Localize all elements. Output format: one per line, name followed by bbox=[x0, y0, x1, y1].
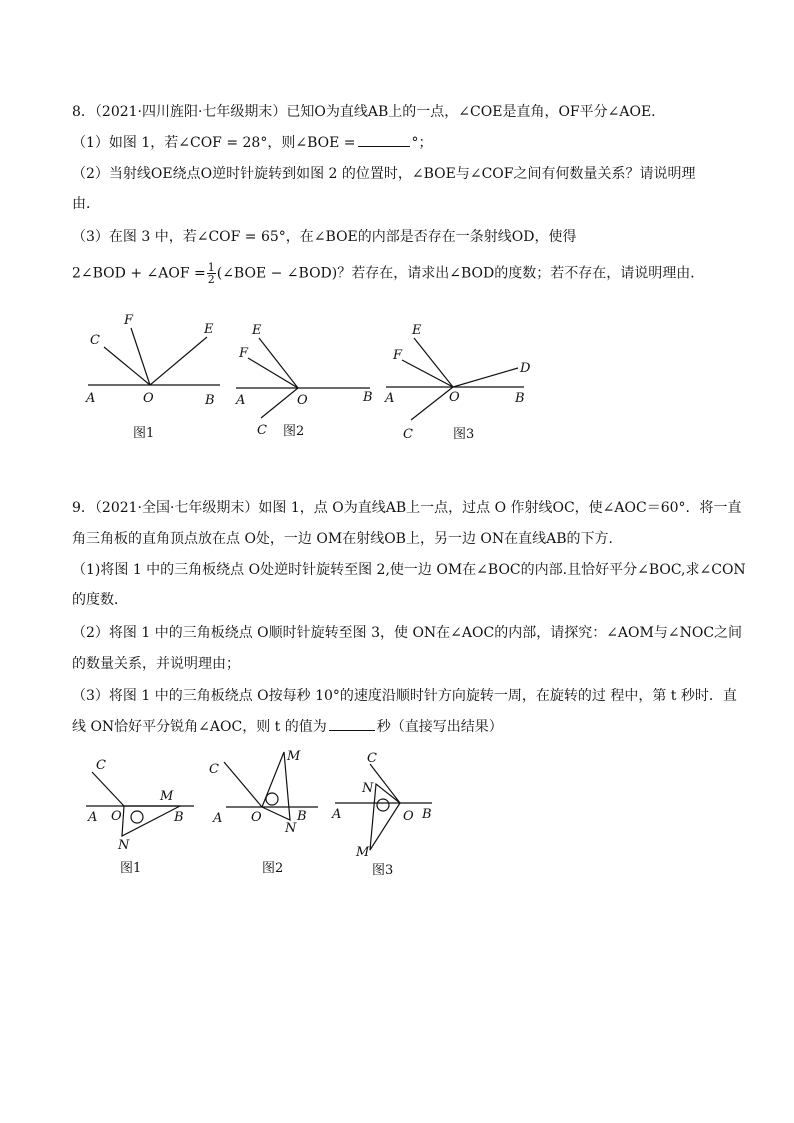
figure-caption: 图3 bbox=[453, 427, 475, 442]
q9-figure-2 bbox=[209, 749, 318, 876]
triangle-ruler bbox=[262, 752, 290, 820]
label-c: C bbox=[257, 423, 267, 438]
ray-oe bbox=[259, 338, 298, 388]
label-e: E bbox=[204, 322, 214, 337]
label-c: C bbox=[90, 333, 100, 348]
q8-figure-2 bbox=[235, 323, 373, 439]
label-c: C bbox=[96, 758, 106, 773]
label-o: O bbox=[143, 391, 154, 406]
ray-oe bbox=[414, 338, 453, 387]
ray-oe bbox=[150, 337, 207, 385]
label-m: M bbox=[356, 845, 370, 860]
label-d: D bbox=[520, 361, 531, 376]
triangle-hole bbox=[377, 799, 389, 811]
q8-eq-right: (∠BOE − ∠BOD)？若存在，请求出∠BOD的度数；若不存在，请说明理由． bbox=[216, 265, 705, 282]
triangle-ruler bbox=[370, 784, 400, 850]
label-f: F bbox=[393, 348, 403, 363]
q9-line-1: 9．（2021·全国·七年级期末）如图 1，点 O为直线AB上一点，过点 O 作射线OC，使∠AOC＝60°．将一直 bbox=[72, 500, 742, 516]
label-a: A bbox=[236, 393, 246, 408]
label-e: E bbox=[412, 323, 422, 338]
label-f: F bbox=[239, 346, 249, 361]
label-a: A bbox=[86, 391, 96, 406]
label-a: A bbox=[213, 811, 223, 826]
label-m: M bbox=[160, 789, 174, 804]
ray-oc bbox=[224, 762, 262, 807]
label-b: B bbox=[363, 390, 373, 405]
q8-figure-1 bbox=[85, 313, 220, 441]
label-b: B bbox=[422, 807, 432, 822]
q9-figure-1 bbox=[86, 758, 194, 876]
label-e: E bbox=[252, 323, 262, 338]
label-f: F bbox=[124, 313, 134, 328]
label-n: N bbox=[285, 821, 297, 836]
ray-of bbox=[248, 358, 298, 388]
q8-part-2: （2）当射线OE绕点O逆时针旋转到如图 2 的位置时，∠BOE与∠COF之间有何数量关系？请说明理 bbox=[72, 166, 696, 182]
q9-line-2: 角三角板的直角顶点放在点 O处，一边 OM在射线OB上，另一边 ON在直线AB的下方． bbox=[72, 531, 623, 547]
label-b: B bbox=[515, 391, 525, 406]
figure-caption: 图2 bbox=[283, 424, 305, 439]
ray-of bbox=[402, 360, 453, 387]
label-o: O bbox=[251, 810, 262, 825]
label-o: O bbox=[297, 393, 308, 408]
label-o: O bbox=[449, 390, 460, 405]
q8-part-3: （3）在图 3 中，若∠COF = 65°，在∠BOE的内部是否存在一条射线OD，使得 bbox=[72, 229, 577, 245]
label-a: A bbox=[332, 807, 342, 822]
label-b: B bbox=[174, 810, 184, 825]
ray-oc bbox=[411, 387, 453, 420]
figure-caption: 图1 bbox=[120, 861, 142, 876]
triangle-ruler bbox=[122, 806, 180, 836]
q9-part-3-text: 线 ON恰好平分锐角∠AOC，则 t 的值为 bbox=[72, 719, 327, 735]
ray-oc bbox=[261, 388, 298, 418]
q8-line-1: 8．（2021·四川旌阳·七年级期末）已知O为直线AB上的一点，∠COE是直角，OF平分∠AOE． bbox=[72, 104, 666, 120]
figure-caption: 图3 bbox=[372, 863, 394, 878]
figure-caption: 图2 bbox=[262, 861, 284, 876]
label-c: C bbox=[209, 762, 219, 777]
label-m: M bbox=[287, 749, 301, 764]
label-c: C bbox=[403, 427, 413, 442]
triangle-hole bbox=[131, 811, 143, 823]
label-b: B bbox=[297, 809, 307, 824]
label-n: N bbox=[362, 781, 374, 796]
q8-eq-left: 2∠BOD + ∠AOF = bbox=[72, 265, 206, 282]
triangle-hole bbox=[266, 793, 278, 805]
ray-od bbox=[453, 368, 518, 387]
q9-part-3: （3）将图 1 中的三角板绕点 O按每秒 10°的速度沿顺时针方向旋转一周，在旋转的过 程中，第 t 秒时．直 bbox=[72, 688, 737, 704]
label-a: A bbox=[88, 810, 98, 825]
q8-figure-3 bbox=[384, 323, 531, 442]
q9-part-1: （1)将图 1 中的三角板绕点 O处逆时针旋转至图 2,使一边 OM在∠BOC的内部.且恰好平分∠BOC,求∠CON bbox=[72, 562, 746, 578]
label-b: B bbox=[205, 393, 215, 408]
label-c: C bbox=[367, 751, 377, 766]
q9-part-1-cont: 的度数． bbox=[72, 592, 128, 608]
q9-figure-3 bbox=[331, 751, 432, 878]
q8-part-2-cont: 由． bbox=[72, 196, 100, 212]
label-o: O bbox=[403, 809, 414, 824]
q9-part-2: （2）将图 1 中的三角板绕点 O顺时针旋转至图 3，使 ON在∠AOC的内部，请探究：∠AOM与∠NOC之间 bbox=[72, 625, 743, 641]
label-a: A bbox=[385, 391, 395, 406]
label-n: N bbox=[118, 838, 130, 853]
q8-part-1-text: （1）如图 1，若∠COF = 28°，则∠BOE = bbox=[72, 135, 356, 151]
label-o: O bbox=[111, 809, 122, 824]
fraction-half: $\frac{1}{2}$ bbox=[207, 261, 215, 286]
q8-part-1-tail: °； bbox=[411, 135, 433, 151]
q9-part-3-tail: 秒（直接写出结果） bbox=[376, 719, 503, 735]
q9-part-2-cont: 的数量关系，并说明理由； bbox=[72, 656, 240, 672]
figure-caption: 图1 bbox=[133, 426, 155, 441]
ray-oc bbox=[92, 772, 124, 806]
